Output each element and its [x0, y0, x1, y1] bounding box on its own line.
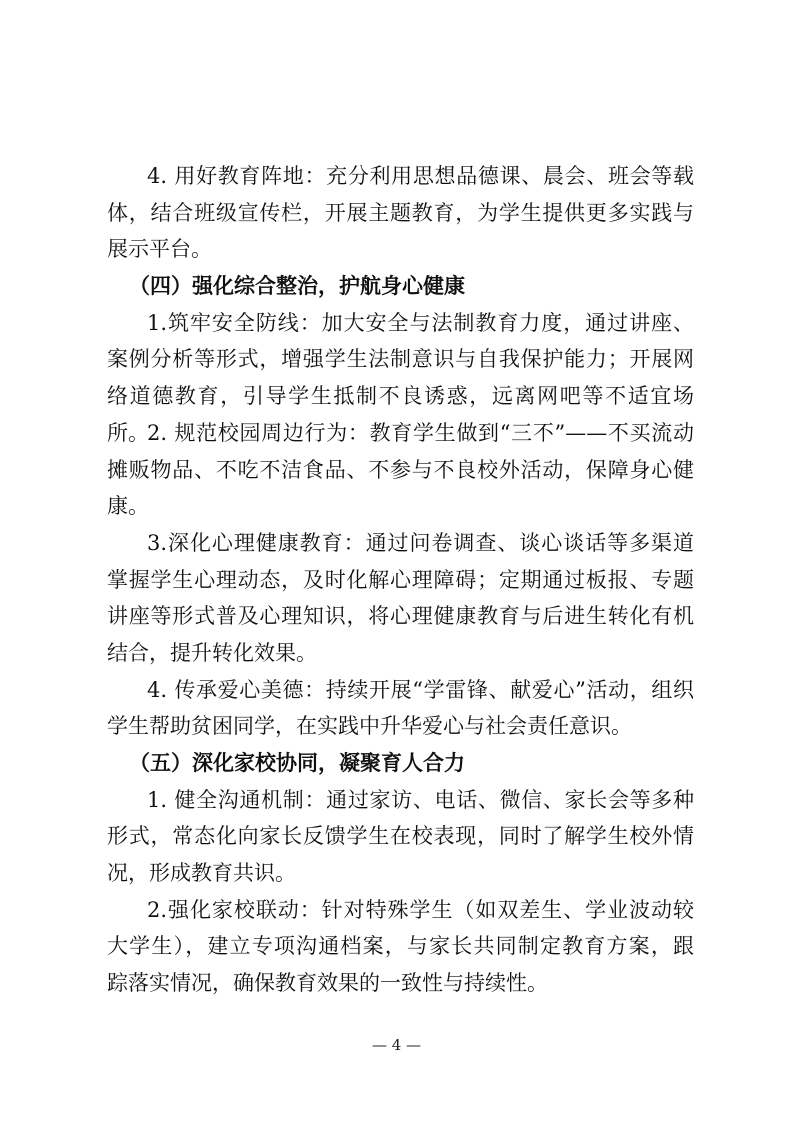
- text-line: 4. 传承爱心美德：持续开展“学雷锋、献爱心”活动，组织: [147, 677, 694, 702]
- section-heading: [107, 268, 694, 305]
- section-heading: [107, 745, 694, 782]
- text-line: 讲座等形式普及心理知识，将心理健康教育与后进生转化有机: [107, 604, 694, 629]
- text-line: 体，结合班级宣传栏，开展主题教育，为学生提供更多实践与: [107, 200, 694, 225]
- text-line: 况，形成教育共识。: [107, 861, 296, 886]
- text-line: 1.筑牢安全防线：加大安全与法制教育力度，通过讲座、: [147, 310, 694, 335]
- text-line: 3.深化心理健康教育：通过问卷调查、谈心谈话等多渠道: [147, 530, 694, 555]
- paragraph: [107, 415, 694, 525]
- text-line: 摊贩物品、不吃不洁食品、不参与不良校外活动，保障身心健: [107, 457, 694, 482]
- text-line: 案例分析等形式，增强学生法制意识与自我保护能力；开展网: [107, 347, 694, 372]
- text-line: 2. 规范校园周边行为：教育学生做到“三不”——不买流动: [147, 420, 694, 445]
- text-line: 结合，提升转化效果。: [107, 640, 317, 665]
- text-line: 掌握学生心理动态，及时化解心理障碍；定期通过板报、专题: [107, 567, 694, 592]
- text-line: （五）深化家校协同，凝聚育人合力: [129, 750, 465, 775]
- paragraph: [107, 158, 694, 268]
- document-body: [107, 158, 694, 1002]
- text-line: 学生帮助贫困同学，在实践中升华爱心与社会责任意识。: [107, 714, 632, 739]
- text-line: 大学生），建立专项沟通档案，与家长共同制定教育方案，跟: [107, 934, 694, 959]
- paragraph: [107, 525, 694, 672]
- text-line: 展示平台。: [107, 237, 212, 262]
- paragraph: [107, 892, 694, 1002]
- paragraph: [107, 782, 694, 892]
- paragraph: [107, 672, 694, 745]
- page-number: — 4 —: [371, 1036, 422, 1054]
- text-line: 踪落实情况，确保教育效果的一致性与持续性。: [107, 971, 548, 996]
- text-line: 1. 健全沟通机制：通过家访、电话、微信、家长会等多种: [147, 787, 694, 812]
- text-line: 络道德教育，引导学生抵制不良诱惑，远离网吧等不适宜场所。: [107, 384, 694, 445]
- text-line: 康。: [107, 494, 149, 519]
- text-line: 4. 用好教育阵地：充分利用思想品德课、晨会、班会等载: [147, 164, 694, 188]
- text-line: （四）强化综合整治，护航身心健康: [129, 273, 465, 299]
- text-line: 形式，常态化向家长反馈学生在校表现，同时了解学生校外情: [107, 824, 694, 849]
- text-line: 2.强化家校联动：针对特殊学生（如双差生、学业波动较: [147, 897, 694, 922]
